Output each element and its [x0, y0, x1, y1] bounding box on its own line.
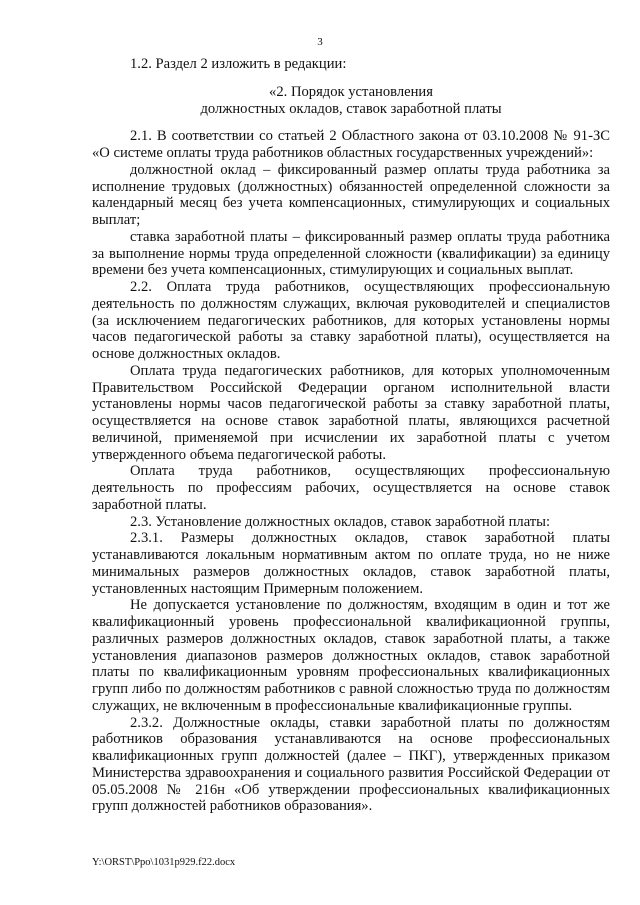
- section-title-line-1: «2. Порядок установления: [269, 83, 433, 100]
- page-number: 3: [317, 36, 323, 48]
- footer-file-path: Y:\ORST\Ppo\1031p929.f22.docx: [92, 857, 236, 868]
- paragraph-2-3-2: 2.3.2. Должностные оклады, ставки заработной платы по должностям работников образования устанавливаются на основе профессиональных квалификационных групп должностей (далее – ПКГ), утвержденных приказом Министерства здравоохранения и социального развития Российской Федерации от 05.05.2008 № 216н «Об утверждении профессиональных квалификационных групп должностей работников образования».: [92, 714, 610, 815]
- section-title-line-2: должностных окладов, ставок заработной платы: [200, 100, 502, 117]
- paragraph-definition-rate: ставка заработной платы – фиксированный размер оплаты труда работника за выполнение нормы труда определенной сложности (квалификации) за единицу времени без учета компенсационных, стимулирующих и социальных выплат.: [92, 228, 610, 279]
- paragraph-2-1: 2.1. В соответствии со статьей 2 Областного закона от 03.10.2008 № 91-ЗС «О системе оплаты труда работников областных государственных учреждений»:: [92, 128, 610, 161]
- paragraph-2-2: 2.2. Оплата труда работников, осуществляющих профессиональную деятельность по должностям служащих, включая руководителей и специалистов (за исключением педагогических работников, для которых установлены нормы часов педагогической работы за ставку заработной платы), осуществляется на основе должностных окладов.: [92, 279, 610, 362]
- document-body: [92, 56, 610, 815]
- paragraph-2-3-1: 2.3.1. Размеры должностных окладов, ставок заработной платы устанавливаются локальным нормативным актом по оплате труда, но не ниже минимальных размеров должностных окладов, ставок заработной платы, установленных настоящим Примерным положением.: [92, 530, 610, 597]
- paragraph-not-allowed: Не допускается установление по должностям, входящим в один и тот же квалификационный уровень профессиональной квалификационной группы, различных размеров должностных окладов, ставок заработной платы, а также установления диапазонов размеров должностных окладов, ставок заработной платы по квалификационным уровням профессиональных квалификационных групп либо по должностям работников с равной сложностью труда по должностям служащих, не включенным в профессиональные квалификационные группы.: [92, 597, 610, 714]
- paragraph-workers-professions: Оплата труда работников, осуществляющих профессиональную деятельность по профессиям рабочих, осуществляется на основе ставок заработной платы.: [92, 463, 610, 513]
- paragraph-pedagogical-workers: Оплата труда педагогических работников, для которых уполномоченным Правительством Российской Федерации органом исполнительной власти установлены нормы часов педагогической работы за ставку заработной платы, осуществляется на основе ставок заработной платы, являющихся расчетной величиной, применяемой при исчислении их заработной платы с учетом утвержденного объема педагогической работы.: [92, 362, 610, 463]
- paragraph-definition-salary: должностной оклад – фиксированный размер оплаты труда работника за исполнение трудовых (должностных) обязанностей определенной сложности за календарный месяц без учета компенсационных, стимулирующих и социальных выплат;: [92, 161, 610, 228]
- paragraph-2-3: 2.3. Установление должностных окладов, ставок заработной платы:: [130, 513, 551, 530]
- paragraph-amendment-intro: 1.2. Раздел 2 изложить в редакции:: [130, 56, 347, 72]
